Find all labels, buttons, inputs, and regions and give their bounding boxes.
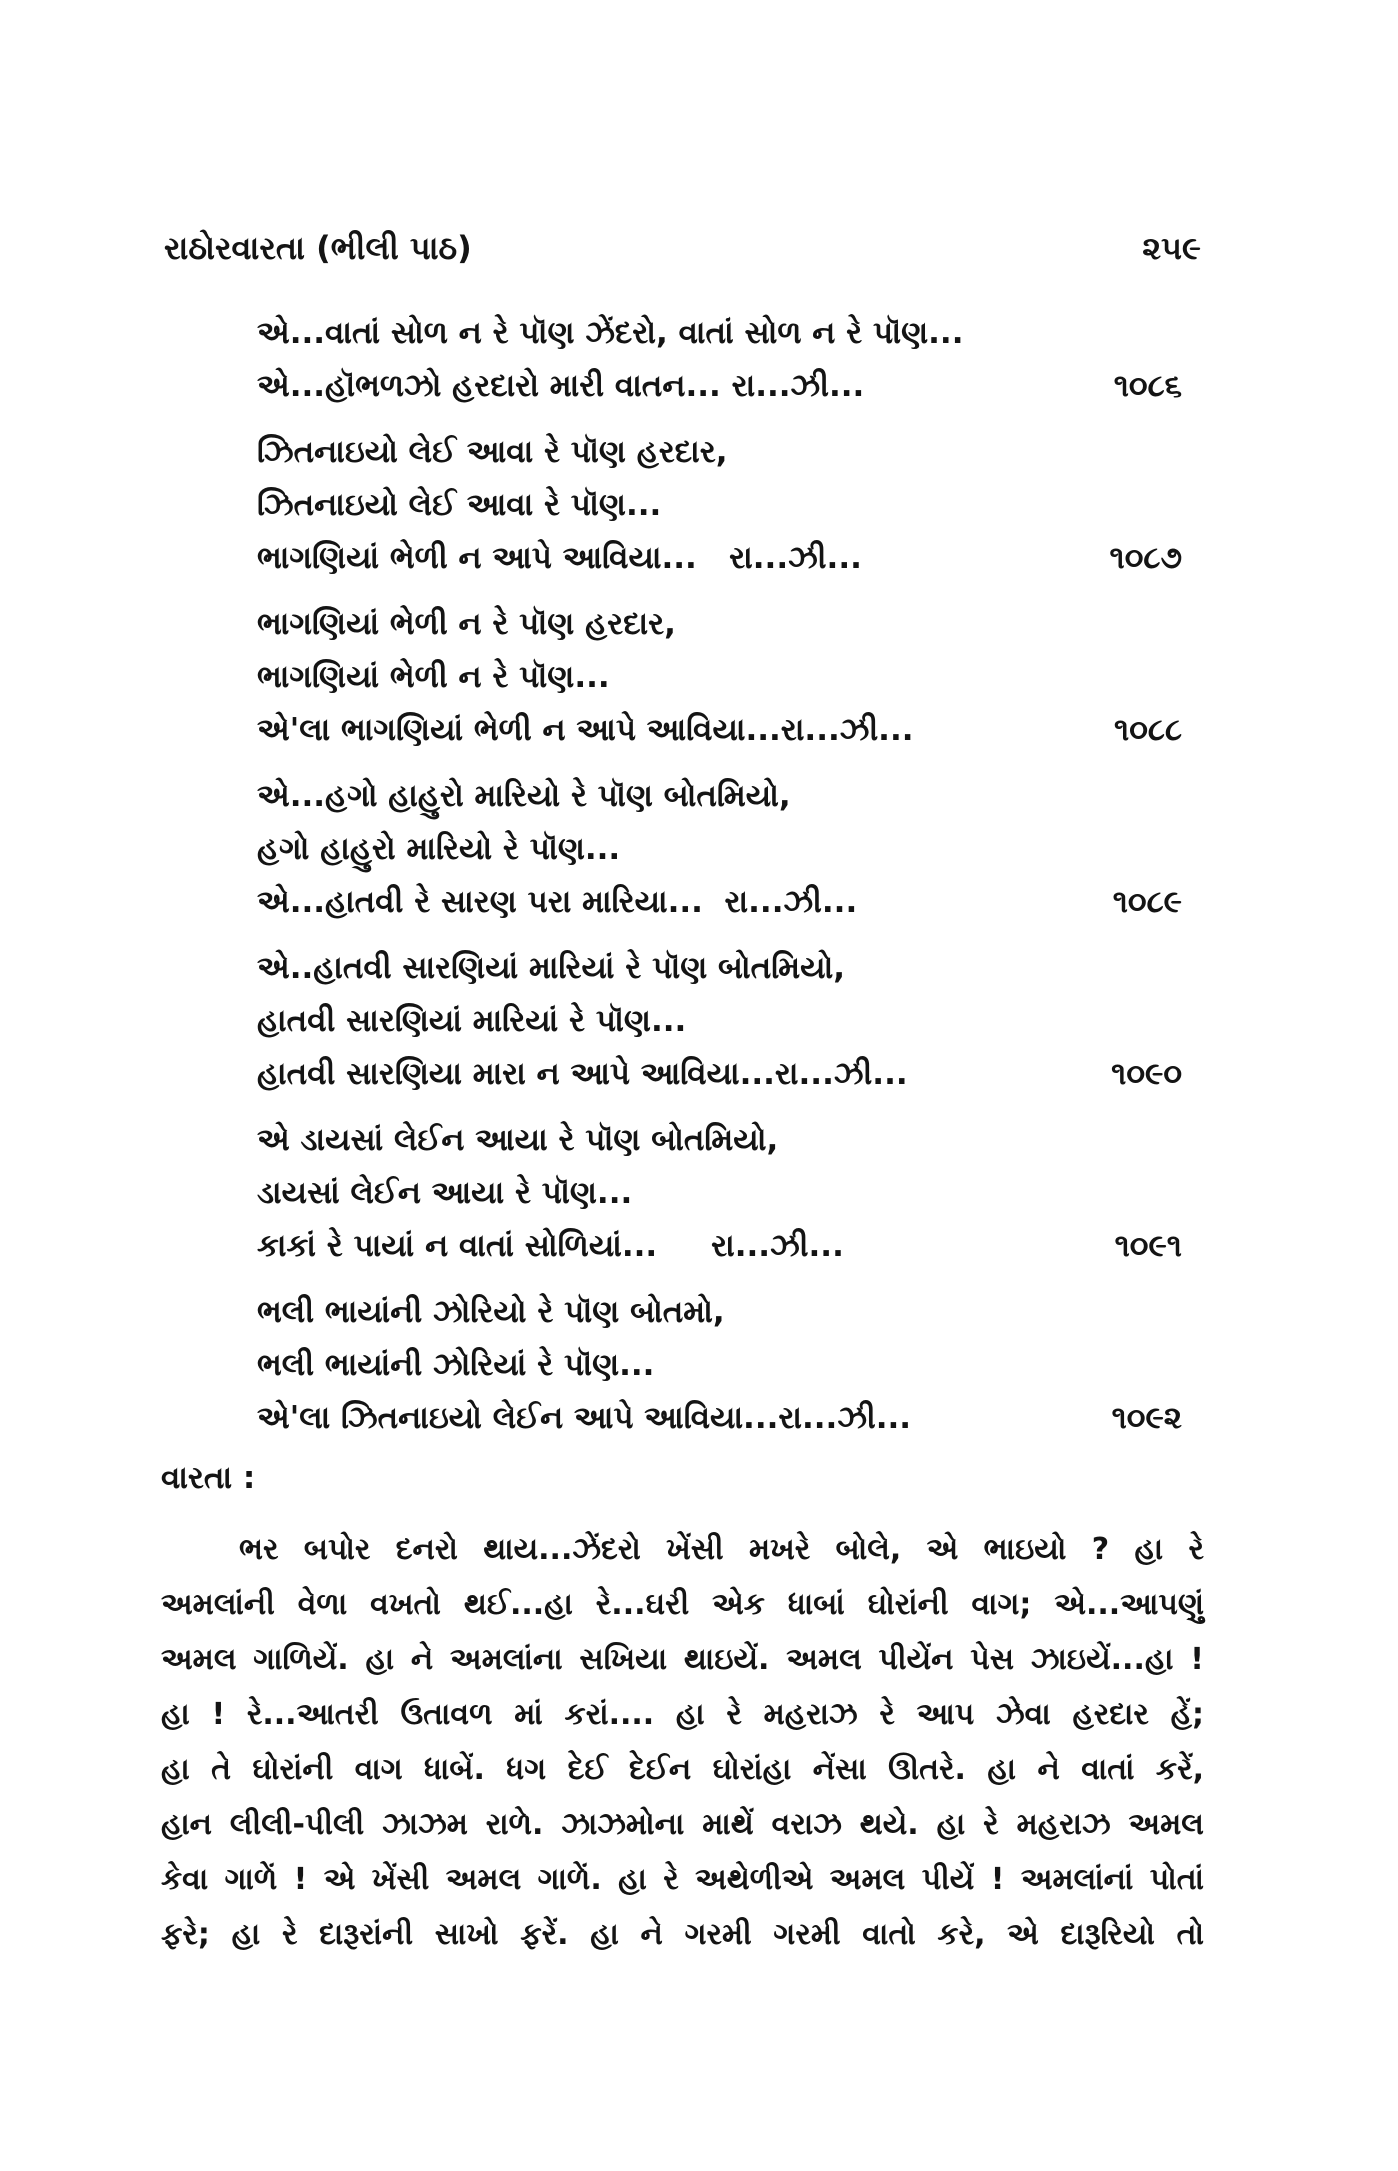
verse-line (257, 598, 1182, 651)
verse-number: ૧૦૮૬ (1113, 368, 1182, 404)
prose-line: અમલ ગાળિયેં. હા ને અમલાંના સખિયા થાઇયેં. અમલ પીયેંન પેસ ઝાઇયેં...હા ! (161, 1642, 1204, 1677)
prose-line: અમલાંની વેળા વખતો થઈ...હા રે...ઘરી એક ધાબાં ઘોરાંની વાગ; એ...આપણું (161, 1587, 1204, 1622)
verse-text: એ...હૉભળઝો હરદારો મારી વાતન... રા...ઝી... (257, 368, 865, 404)
verse-text: ઝિતનાઇયો લેઈ આવા રે પૉણ હરદાર, (257, 434, 728, 470)
verse-text: એ...વાતાં સોળ ન રે પૉણ ઝેંદરો, વાતાં સોળ ન રે પૉણ... (257, 315, 964, 351)
verse-text: ભાગણિયાં ભેળી ન રે પૉણ... (257, 659, 610, 695)
section-heading: વારતા : (161, 1460, 256, 1496)
running-title: રાઠોરવારતા (ભીલી પાઠ) (164, 229, 472, 267)
verse-line (257, 479, 1182, 532)
stanza (257, 942, 1182, 1101)
verse-number: ૧૦૯૨ (1111, 1400, 1182, 1436)
verse-text: હાતવી સારણિયાં મારિયાં રે પૉણ... (257, 1003, 687, 1039)
verse-text: હગો હાહુરો મારિયો રે પૉણ... (257, 831, 621, 867)
prose-line: હા તે ઘોરાંની વાગ ધાબેં. ધગ દેઈ દેઈન ઘોરાંહા નેંસા ઊતરે. હા ને વાતાં કરેં, (161, 1752, 1204, 1787)
verse-text: એ..હાતવી સારણિયાં મારિયાં રે પૉણ બોતમિયો, (257, 950, 846, 986)
prose-line: હા ! રે...આતરી ઉતાવળ માં કરાં.... હા રે મહરાઝ રે આપ ઝેવા હરદાર હેં; (161, 1697, 1204, 1732)
verse-text: ભાગણિયાં ભેળી ન આપે આવિયા... રા...ઝી... (257, 540, 862, 576)
verse-number: ૧૦૮૮ (1114, 712, 1182, 748)
stanza (257, 1286, 1182, 1445)
verse-text: ડાયસાં લેઈન આયા રે પૉણ... (257, 1175, 633, 1211)
verse-line (257, 1286, 1182, 1339)
prose-line: કેવા ગાળેં ! એ ખેંસી અમલ ગાળેં. હા રે અથેળીએ અમલ પીયેં ! અમલાંનાં પોતાં (161, 1862, 1204, 1897)
verse-text: એ...હાતવી રે સારણ પરા મારિયા... રા...ઝી... (257, 884, 858, 920)
prose-paragraph (161, 1522, 1204, 1962)
verse-text: કાકાં રે પાયાં ન વાતાં સોળિયાં... રા...ઝી... (257, 1228, 844, 1264)
verse-text: ભલી ભાયાંની ઝોરિયો રે પૉણ બોતમો, (257, 1294, 725, 1330)
verse-line (257, 1167, 1182, 1220)
verse-line (257, 1220, 1182, 1273)
verse-line (257, 704, 1182, 757)
verse-line (257, 770, 1182, 823)
prose-line: ભર બપોર દનરો થાય...ઝેંદરો ખેંસી મખરે બોલે, એ ભાઇયો ? હા રે (239, 1532, 1204, 1567)
verse-line (257, 1392, 1182, 1445)
verse-number: ૧૦૯૧ (1114, 1228, 1182, 1264)
verse-line (257, 426, 1182, 479)
verse-number: ૧૦૮૯ (1112, 884, 1182, 920)
verse-text: હાતવી સારણિયા મારા ન આપે આવિયા...રા...ઝી... (257, 1056, 908, 1092)
running-head (164, 226, 1201, 270)
stanza (257, 426, 1182, 585)
stanza (257, 307, 1182, 413)
verse-line (257, 942, 1182, 995)
verse-text: એ'લા ઝિતનાઇયો લેઈન આપે આવિયા...રા...ઝી... (257, 1400, 912, 1436)
verse-text: ઝિતનાઇયો લેઈ આવા રે પૉણ... (257, 487, 662, 523)
prose-line: ફરે; હા રે દારૂરાંની સાખો ફરેં. હા ને ગરમી ગરમી વાતો કરે, એ દારૂરિયો તો (161, 1917, 1204, 1952)
prose-line: હાન લીલી-પીલી ઝાઝમ રાળે. ઝાઝમોના માથેં વરાઝ થયે. હા રે મહરાઝ અમલ (161, 1807, 1204, 1842)
verse-text: એ'લા ભાગણિયાં ભેળી ન આપે આવિયા...રા...ઝી... (257, 712, 914, 748)
verse-block (257, 307, 1182, 1445)
stanza (257, 598, 1182, 757)
verse-line (257, 823, 1182, 876)
verse-number: ૧૦૯૦ (1111, 1056, 1182, 1092)
page-number: ૨૫૯ (1142, 229, 1201, 267)
verse-line (257, 1114, 1182, 1167)
verse-line (257, 876, 1182, 929)
verse-line (257, 307, 1182, 360)
verse-line (257, 995, 1182, 1048)
verse-line (257, 1339, 1182, 1392)
verse-number: ૧૦૮૭ (1109, 540, 1182, 576)
verse-line (257, 1048, 1182, 1101)
stanza (257, 1114, 1182, 1273)
verse-text: એ...હગો હાહુરો મારિયો રે પૉણ બોતમિયો, (257, 778, 791, 814)
verse-text: ભાગણિયાં ભેળી ન રે પૉણ હરદાર, (257, 606, 676, 642)
verse-line (257, 532, 1182, 585)
verse-line (257, 360, 1182, 413)
verse-line (257, 651, 1182, 704)
stanza (257, 770, 1182, 929)
verse-text: એ ડાયસાં લેઈન આયા રે પૉણ બોતમિયો, (257, 1122, 779, 1158)
verse-text: ભલી ભાયાંની ઝોરિયાં રે પૉણ... (257, 1347, 655, 1383)
